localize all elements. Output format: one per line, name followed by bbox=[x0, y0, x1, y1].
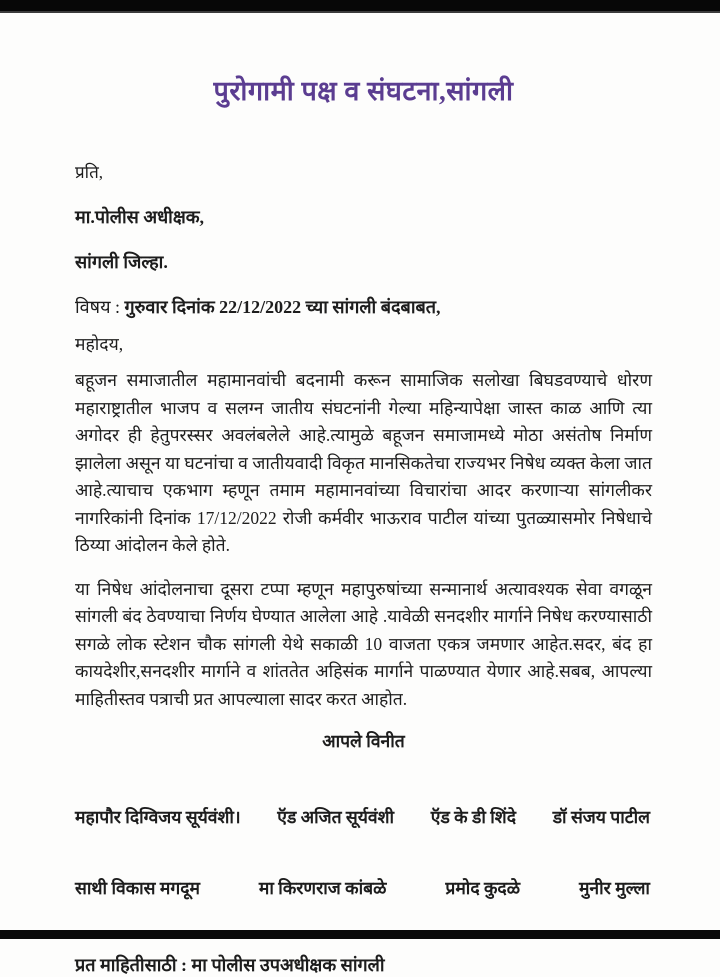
signatory-name: साथी विकास मगदूम bbox=[75, 878, 200, 898]
signatory-name: मुनीर मुल्ला bbox=[578, 878, 650, 898]
letter-body bbox=[0, 13, 720, 977]
body-paragraph-1: बहूजन समाजातील महामानवांची बदनामी करून सामाजिक सलोखा बिघडवण्याचे धोरण महाराष्ट्रातील भाजप व सलग्न जातीय संघटनांनी गेल्या महिन्यापेक्षा जास्त काळ आणि त्या अगोदर ही हेतुपरस्सर अवलंबलेले आहे.त्यामुळे बहूजन समाजामध्ये मोठा असंतोष निर्माण झालेला असून या घटनांचा व जातीयवादी विकृत मानसिकतेचा राज्यभर निषेध व्यक्त केला जात आहे.त्याचाच एकभाग म्हणून तमाम महामानवांच्या विचारांचा आदर करणाऱ्या सांगलीकर नागरिकांनी दिनांक 17/12/2022 रोजी कर्मवीर भाऊराव पाटील यांच्या पुतळ्यासमोर निषेधाचे ठिय्या आंदोलन केले होते. bbox=[75, 370, 652, 555]
signatory-name: मा किरणराज कांबळे bbox=[258, 878, 387, 898]
signatory-name: महापौर दिग्विजय सूर्यवंशी। bbox=[75, 807, 241, 827]
signatories-row-2 bbox=[75, 876, 652, 900]
recipient-salutation: प्रति, bbox=[75, 163, 104, 182]
closing-salutation: आपले विनीत bbox=[322, 731, 405, 751]
scan-artifact-bottom-bar bbox=[0, 930, 720, 939]
signatory-name: ऍड के डी शिंदे bbox=[430, 807, 516, 827]
scan-artifact-top-bar bbox=[0, 0, 720, 13]
signatory-name: प्रमोद कुदळे bbox=[445, 878, 521, 898]
recipient-block bbox=[75, 160, 652, 274]
cc-note: प्रत माहितीसाठी : मा पोलीस उपअधीक्षक सांगली bbox=[75, 955, 385, 975]
greeting: महोदय, bbox=[75, 334, 124, 354]
recipient-designation: मा.पोलीस अधीक्षक, bbox=[75, 207, 205, 227]
subject-text: गुरुवार दिनांक 22/12/2022 च्या सांगली बंदबाबत, bbox=[124, 297, 441, 317]
recipient-district: सांगली जिल्हा. bbox=[75, 252, 168, 272]
subject-line bbox=[75, 295, 652, 319]
signatory-name: ऍड अजित सूर्यवंशी bbox=[277, 807, 395, 827]
signatory-name: डॉ संजय पाटील bbox=[552, 807, 650, 827]
signatories-row-1 bbox=[75, 805, 652, 829]
organization-title: पुरोगामी पक्ष व संघटना,सांगली bbox=[213, 76, 514, 106]
subject-label: विषय : bbox=[75, 297, 121, 317]
body-paragraph-2: या निषेध आंदोलनाचा दूसरा टप्पा म्हणून महापुरुषांच्या सन्मानार्थ अत्यावश्यक सेवा वगळून सांगली बंद ठेवण्याचा निर्णय घेण्यात आलेला आहे .यावेळी सनदशीर मार्गाने निषेध करण्यासाठी सगळे लोक स्टेशन चौक सांगली येथे सकाळी 10 वाजता एकत्र जमणार आहेत.सदर, बंद हा कायदेशीर,सनदशीर मार्गाने व शांततेत अहिसंक मार्गाने पाळण्यात येणार आहे.सबब, आपल्या माहितीस्तव पत्राची प्रत आपल्याला सादर करत आहोत. bbox=[75, 578, 652, 709]
